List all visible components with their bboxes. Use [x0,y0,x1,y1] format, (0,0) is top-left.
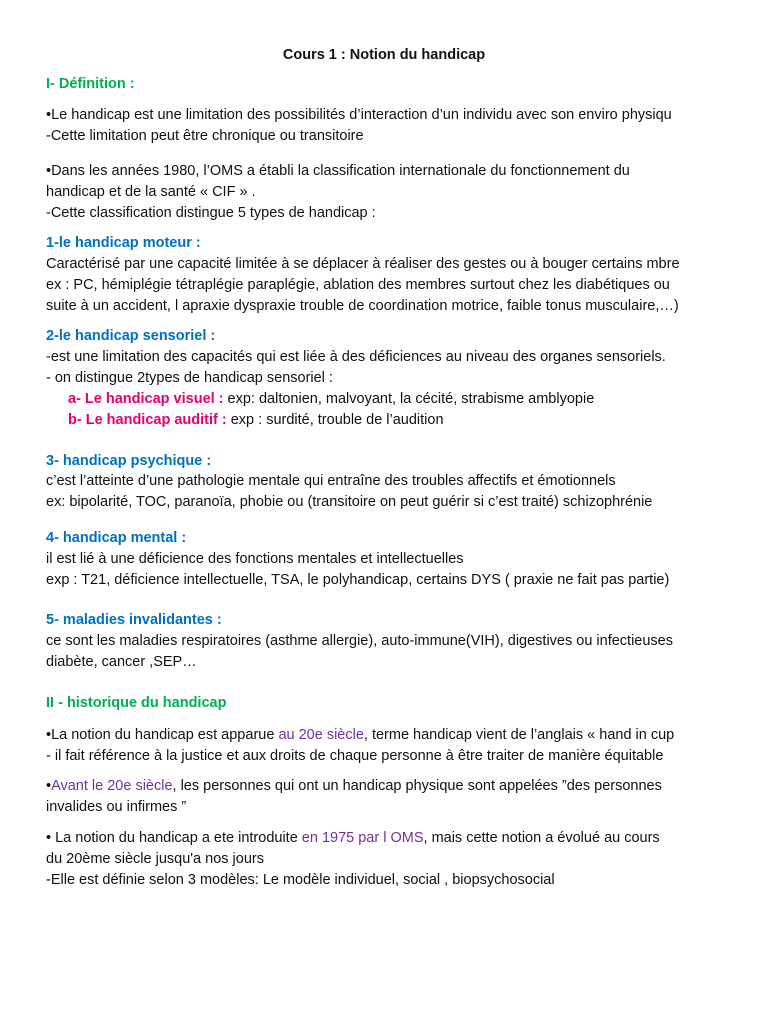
text-line: -est une limitation des capacités qui est liée à des déficiences au niveau des organes sensoriels. [46,349,666,365]
text-line: suite à un accident, l apraxie dyspraxie trouble de coordination motrice, faible tonus musculaire,…) [46,298,679,314]
text-line [46,828,756,849]
item-label: b- Le handicap auditif : [68,412,227,428]
text-line: il est lié à une déficience des fonctions mentales et intellectuelles [46,551,464,567]
text-line [46,776,756,797]
subsection-heading-sensoriel: 2-le handicap sensoriel : [46,328,216,344]
text-line: diabète, cancer ,SEP… [46,654,197,670]
text-line: invalides ou infirmes ” [46,799,187,815]
text-line: •Le handicap est une limitation des possibilités d’interaction d’un individu avec son enviro physiqu [46,107,672,123]
list-item-auditif [46,410,756,431]
text-span: , terme handicap vient de l’anglais « hand in cup [363,727,675,743]
text-line: -Elle est définie selon 3 modèles: Le modèle individuel, social , biopsychosocial [46,872,555,888]
text-line: ex : PC, hémiplégie tétraplégie paraplégie, ablation des membres surtout chez les diabétiques ou [46,277,670,293]
text-span: • La notion du handicap a ete introduite [46,830,302,846]
section-heading-definition: I- Définition : [46,76,135,92]
highlight-text: Avant le 20e siècle [51,778,173,794]
text-line: -Cette classification distingue 5 types de handicap : [46,205,376,221]
text-line: exp : T21, déficience intellectuelle, TSA, le polyhandicap, certains DYS ( praxie ne fait pas partie) [46,572,670,588]
item-label: a- Le handicap visuel : [68,391,224,407]
text-line: Caractérisé par une capacité limitée à se déplacer à réaliser des gestes ou à bouger certains mbre [46,256,680,272]
text-line: - il fait référence à la justice et aux droits de chaque personne à être traiter de manière équitable [46,748,664,764]
paragraph [46,631,756,673]
text-line: handicap et de la santé « CIF » . [46,184,256,200]
item-text: exp : surdité, trouble de l’audition [226,412,444,428]
paragraph [46,105,756,147]
section-heading-historique: II - historique du handicap [46,695,227,711]
paragraph [46,828,756,891]
text-line: -Cette limitation peut être chronique ou transitoire [46,128,364,144]
list-item-visuel [46,389,756,410]
subsection-heading-maladies: 5- maladies invalidantes : [46,612,222,628]
highlight-text: en 1975 par l OMS [301,830,424,846]
paragraph [46,776,756,818]
subsection-heading-moteur: 1-le handicap moteur : [46,235,201,251]
text-line: •Dans les années 1980, l’OMS a établi la classification internationale du fonctionnement du [46,163,630,179]
paragraph [46,161,756,224]
highlight-text: au 20e siècle [278,727,364,743]
paragraph [46,347,756,431]
text-span: • [46,778,52,794]
subsection-heading-mental: 4- handicap mental : [46,530,187,546]
text-line: - on distingue 2types de handicap sensoriel : [46,370,333,386]
text-line [46,725,756,746]
text-line: du 20ème siècle jusqu'a nos jours [46,851,264,867]
text-span: , les personnes qui ont un handicap physique sont appelées ”des personnes [172,778,662,794]
paragraph [46,549,756,591]
item-text: exp: daltonien, malvoyant, la cécité, strabisme amblyopie [223,391,595,407]
text-line: ex: bipolarité, TOC, paranoïa, phobie ou (transitoire on peut guérir si c’est traité) schizophrénie [46,494,653,510]
text-span: , mais cette notion a évolué au cours [423,830,660,846]
paragraph [46,471,756,513]
text-line: c’est l’atteinte d’une pathologie mentale qui entraîne des troubles affectifs et émotionnels [46,473,616,489]
text-span: •La notion du handicap est apparue [46,727,279,743]
paragraph [46,725,756,767]
subsection-heading-psychique: 3- handicap psychique : [46,453,212,469]
page-title: Cours 1 : Notion du handicap [282,47,486,63]
paragraph [46,254,756,317]
text-line: ce sont les maladies respiratoires (asthme allergie), auto-immune(VIH), digestives ou infectieuses [46,633,673,649]
